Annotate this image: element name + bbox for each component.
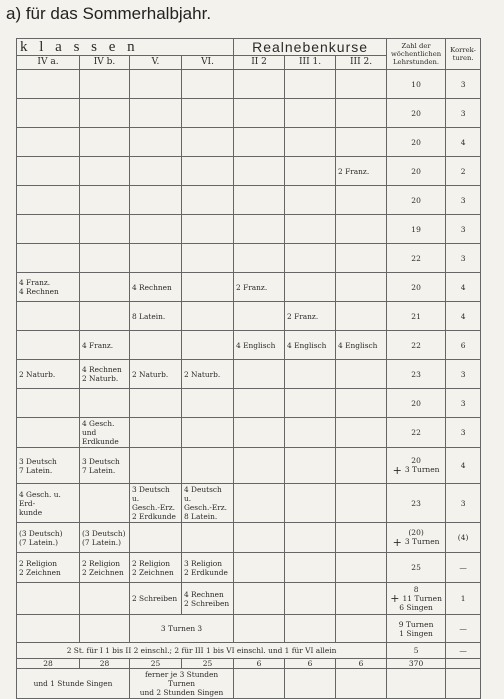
cell — [130, 331, 182, 360]
table-row — [17, 273, 481, 302]
cell — [130, 244, 182, 273]
cell — [80, 302, 130, 331]
cell: (3 Deutsch) (7 Latein.) — [80, 523, 130, 553]
cell: 2 Schreiben — [130, 583, 182, 615]
cell — [182, 244, 234, 273]
page-heading: a) für das Sommerhalbjahr. — [6, 4, 212, 23]
total-cell — [446, 659, 481, 669]
cell — [234, 99, 285, 128]
cell — [182, 128, 234, 157]
zahl-cell: 23 — [387, 484, 446, 523]
total-cell: 25 — [130, 659, 182, 669]
cell — [336, 215, 387, 244]
cell — [234, 244, 285, 273]
cell — [234, 186, 285, 215]
column-header: V. — [130, 56, 182, 70]
zahl-cell: 20 — [387, 389, 446, 418]
total-cell: 6 — [285, 659, 336, 669]
table-row — [17, 128, 481, 157]
zahl-cell: 8 + 11 Turnen 6 Singen — [387, 583, 446, 615]
korrektur-cell: 2 — [446, 157, 481, 186]
table-row — [17, 418, 481, 448]
column-header: IV a. — [17, 56, 80, 70]
cell: (3 Deutsch) (7 Latein.) — [17, 523, 80, 553]
korrektur-cell: 3 — [446, 70, 481, 99]
cell — [182, 99, 234, 128]
table-row — [17, 215, 481, 244]
korrektur-cell: 4 — [446, 273, 481, 302]
note-left: und 1 Stunde Singen — [17, 669, 130, 699]
korrektur-cell: 1 — [446, 583, 481, 615]
korrektur-cell: — — [446, 553, 481, 583]
cell — [234, 360, 285, 389]
cell — [336, 302, 387, 331]
cell — [285, 215, 336, 244]
cell — [182, 418, 234, 448]
table-row — [17, 157, 481, 186]
table-row — [17, 186, 481, 215]
span-cell: 3 Turnen 3 — [130, 615, 234, 643]
cell: 2 Naturb. — [17, 360, 80, 389]
cell — [336, 70, 387, 99]
cell — [17, 99, 80, 128]
zahl-cell: 5 — [387, 643, 446, 659]
cell — [285, 389, 336, 418]
cell — [17, 389, 80, 418]
cell: 4 Englisch — [285, 331, 336, 360]
cell — [285, 70, 336, 99]
cell — [285, 186, 336, 215]
cell: 3 Religion 2 Erdkunde — [182, 553, 234, 583]
cell — [80, 389, 130, 418]
schedule-table — [16, 38, 481, 699]
cell — [336, 389, 387, 418]
korrektur-cell: — — [446, 643, 481, 659]
cell — [17, 418, 80, 448]
cell — [130, 157, 182, 186]
cell: 2 Religion 2 Zeichnen — [80, 553, 130, 583]
korrektur-cell: 3 — [446, 186, 481, 215]
total-cell: 370 — [387, 659, 446, 669]
cell: 3 Deutsch 7 Latein. — [80, 448, 130, 484]
total-cell: 28 — [17, 659, 80, 669]
cell — [285, 128, 336, 157]
zahl-cell: 20 — [387, 99, 446, 128]
korrektur-cell: 3 — [446, 244, 481, 273]
korrektur-cell: 4 — [446, 128, 481, 157]
cell — [80, 128, 130, 157]
total-cell: 6 — [234, 659, 285, 669]
zahl-cell: 9 Turnen 1 Singen — [387, 615, 446, 643]
cell — [182, 389, 234, 418]
cell — [130, 70, 182, 99]
cell — [17, 186, 80, 215]
cell — [285, 418, 336, 448]
table-row — [17, 244, 481, 273]
korrektur-cell: 6 — [446, 331, 481, 360]
korrektur-cell: 3 — [446, 215, 481, 244]
zahl-cell: 10 — [387, 70, 446, 99]
cell — [234, 302, 285, 331]
korrektur-cell: 3 — [446, 484, 481, 523]
cell: 4 Rechnen 2 Naturb. — [80, 360, 130, 389]
cell — [234, 418, 285, 448]
cell: 8 Latein. — [130, 302, 182, 331]
cell — [17, 244, 80, 273]
cell — [234, 215, 285, 244]
korrektur-cell: (4) — [446, 523, 481, 553]
zahl-cell: 23 — [387, 360, 446, 389]
total-cell: 25 — [182, 659, 234, 669]
korrektur-cell: 3 — [446, 99, 481, 128]
cell — [336, 186, 387, 215]
realnebenkurse-header: Realnebenkurse — [234, 39, 387, 56]
cell — [336, 273, 387, 302]
cell — [80, 157, 130, 186]
zahl-cell: 21 — [387, 302, 446, 331]
cell — [17, 302, 80, 331]
zahl-cell: 20 — [387, 157, 446, 186]
cell — [285, 99, 336, 128]
cell — [336, 244, 387, 273]
column-header: II 2 — [234, 56, 285, 70]
column-header: IV b. — [80, 56, 130, 70]
cell — [80, 273, 130, 302]
cell — [285, 273, 336, 302]
cell — [234, 157, 285, 186]
cell — [80, 244, 130, 273]
cell: 4 Franz. 4 Rechnen — [17, 273, 80, 302]
cell: 4 Englisch — [234, 331, 285, 360]
cell — [17, 128, 80, 157]
schedule-table-wrap — [16, 38, 480, 697]
cell — [182, 157, 234, 186]
zahl-cell: 25 — [387, 553, 446, 583]
cell: 4 Franz. — [80, 331, 130, 360]
cell: 4 Deutsch u. Gesch.-Erz. 8 Latein. — [182, 484, 234, 523]
cell: 2 Religion 2 Zeichnen — [130, 553, 182, 583]
zahl-header: Zahl der wöchentlichen Lehrstunden. — [387, 39, 446, 70]
cell — [285, 360, 336, 389]
cell — [80, 70, 130, 99]
table-row — [17, 360, 481, 389]
cell: 4 Gesch. u. Erd- kunde — [17, 484, 80, 523]
korrektur-cell: 3 — [446, 389, 481, 418]
zahl-cell: 20 — [387, 186, 446, 215]
cell — [130, 128, 182, 157]
cell — [234, 70, 285, 99]
cell — [336, 128, 387, 157]
cell — [182, 273, 234, 302]
cell — [130, 215, 182, 244]
cell — [234, 389, 285, 418]
zahl-cell: 19 — [387, 215, 446, 244]
korrektur-cell: 4 — [446, 302, 481, 331]
korrektur-cell: 4 — [446, 448, 481, 484]
total-cell: 28 — [80, 659, 130, 669]
cell — [80, 99, 130, 128]
korrektur-cell: — — [446, 615, 481, 643]
table-row — [17, 302, 481, 331]
cell — [234, 128, 285, 157]
cell: 2 Naturb. — [182, 360, 234, 389]
cell — [80, 186, 130, 215]
table-row — [17, 389, 481, 418]
table-row — [17, 99, 481, 128]
cell: 2 Franz. — [285, 302, 336, 331]
cell — [130, 186, 182, 215]
cell: 2 Naturb. — [130, 360, 182, 389]
cell — [182, 70, 234, 99]
cell: 2 Religion 2 Zeichnen — [17, 553, 80, 583]
cell — [336, 99, 387, 128]
zahl-cell: 20 — [387, 273, 446, 302]
cell — [336, 418, 387, 448]
zahl-cell: 20 — [387, 128, 446, 157]
cell — [336, 360, 387, 389]
cell: 4 Gesch. und Erdkunde — [80, 418, 130, 448]
cell: 2 Franz. — [336, 157, 387, 186]
zahl-cell: 22 — [387, 331, 446, 360]
korrektur-cell: 3 — [446, 418, 481, 448]
cell — [130, 418, 182, 448]
cell: 3 Deutsch u. Gesch.-Erz. 2 Erdkunde — [130, 484, 182, 523]
cell — [80, 215, 130, 244]
cell — [17, 215, 80, 244]
zahl-cell: 22 — [387, 418, 446, 448]
cell — [285, 244, 336, 273]
cell — [182, 302, 234, 331]
cell — [17, 70, 80, 99]
cell: 2 Franz. — [234, 273, 285, 302]
column-header: III 1. — [285, 56, 336, 70]
zahl-cell: 22 — [387, 244, 446, 273]
cell: 4 Rechnen 2 Schreiben — [182, 583, 234, 615]
cell: 3 Deutsch 7 Latein. — [17, 448, 80, 484]
total-cell: 6 — [336, 659, 387, 669]
cell — [182, 331, 234, 360]
cell: 4 Englisch — [336, 331, 387, 360]
cell: 4 Rechnen — [130, 273, 182, 302]
column-header: III 2. — [336, 56, 387, 70]
cell — [285, 157, 336, 186]
cell — [17, 157, 80, 186]
korrektur-cell: 3 — [446, 360, 481, 389]
table-row — [17, 331, 481, 360]
cell — [130, 389, 182, 418]
column-header: VI. — [182, 56, 234, 70]
klassen-header: k l a s s e n — [17, 39, 234, 56]
korrekturen-header: Korrek-turen. — [446, 39, 481, 70]
zahl-cell: 20 + 3 Turnen — [387, 448, 446, 484]
zahl-cell: (20) + 3 Turnen — [387, 523, 446, 553]
table-row — [17, 70, 481, 99]
cell — [182, 186, 234, 215]
cell — [182, 215, 234, 244]
span-cell: 2 St. für I 1 bis II 2 einschl.; 2 für III 1 bis VI einschl. und 1 für VI allein — [17, 643, 387, 659]
note-right: ferner je 3 Stunden Turnen und 2 Stunden Singen — [130, 669, 234, 699]
cell — [17, 331, 80, 360]
cell — [130, 99, 182, 128]
